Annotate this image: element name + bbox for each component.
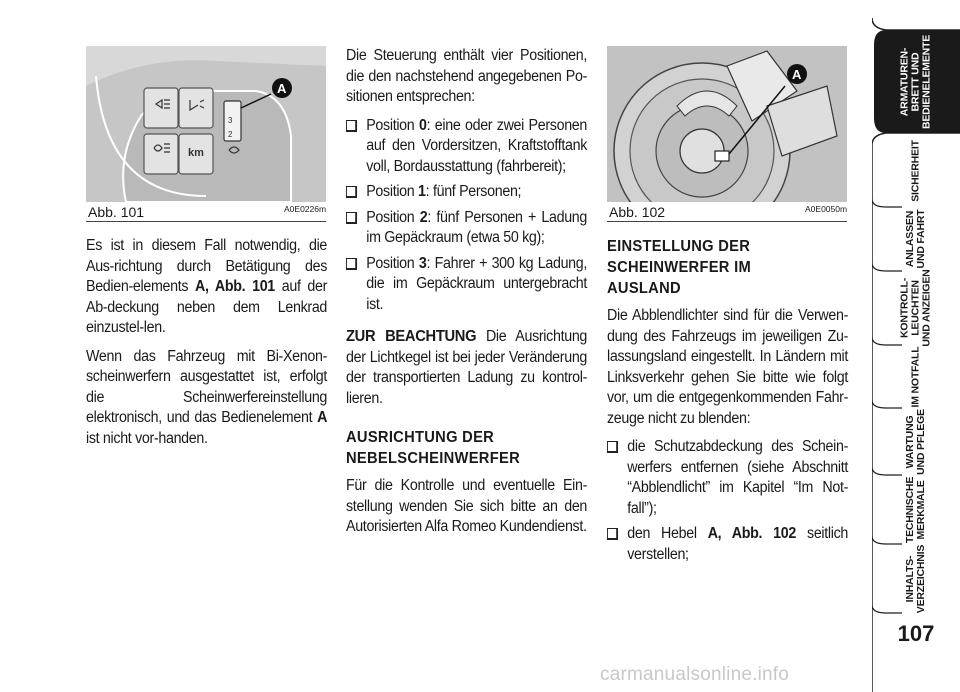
watermark: carmanualsonline.info xyxy=(600,664,790,685)
figure-code-101: A0E0226m xyxy=(284,204,327,214)
tab-kontrollleuchten[interactable]: KONTROLL- LEUCHTEN UND ANZEIGEN xyxy=(898,269,933,347)
figure-reference: A, Abb. 101 xyxy=(194,278,275,295)
adjust-lever xyxy=(715,151,729,161)
tab-technische-merkmale[interactable]: TECHNISCHE MERKMALE xyxy=(904,476,927,543)
caption-divider xyxy=(86,221,326,222)
list-item-remove-cover: die Schutzabdeckung des Schein-werfers entfernen (siehe Abschnitt “Abblendlicht” im Kapitel “Im Not-fall”); xyxy=(607,437,848,519)
paragraph-adjustment: Es ist in diesem Fall notwendig, die Aus-richtung durch Betätigung des Bedien-elements A, Abb. 101 auf der Ab-deckung neben dem Lenkrad einzustel-len. xyxy=(86,237,328,336)
checkbox-bullet-icon xyxy=(346,212,357,224)
tab-inhaltsverzeichnis[interactable]: INHALTS- VERZEICHNIS xyxy=(904,544,927,613)
callout-a-label: A xyxy=(277,81,287,96)
text-column-1 xyxy=(86,236,327,457)
paragraph-abroad: Die Abblendlichter sind für die Verwen-dung des Fahrzeugs im jeweiligen Zu-lassungsland eingestellt. In Ländern mit Linksverkehr gehen Sie bitte wie folgt vor, um die entgegenkommenden Fahr-zeuge nicht zu blenden: xyxy=(607,307,849,427)
checkbox-bullet-icon xyxy=(346,186,357,198)
caption-divider xyxy=(607,221,847,222)
checkbox-bullet-icon xyxy=(346,120,357,132)
checkbox-bullet-icon xyxy=(346,258,357,270)
headlight-leveling-wheel xyxy=(224,101,241,141)
chapter-tab-bar xyxy=(872,0,960,692)
note-label: ZUR BEACHTUNG xyxy=(346,328,477,345)
wheel-position-3: 3 xyxy=(228,116,233,125)
paragraph-fog-lights: Für die Kontrolle und eventuelle Ein-stellung wenden Sie sich bitte an den Autorisierten Alfa Romeo Kundendienst. xyxy=(346,477,588,535)
tab-wartung[interactable]: WARTUNG UND PFLEGE xyxy=(904,408,927,475)
text-column-3 xyxy=(607,236,848,570)
text-column-2 xyxy=(346,46,587,546)
list-item-position-0: Position 0: eine oder zwei Personen auf den Vordersitzen, Kraftstofftank voll, Bordausstattung (fahrbereit); xyxy=(346,116,587,178)
wheel-position-2: 2 xyxy=(228,130,233,139)
list-item-position-3: Position 3: Fahrer + 300 kg Ladung, die im Gepäckraum untergebracht ist. xyxy=(346,254,587,316)
tab-im-notfall[interactable]: IM NOTFALL xyxy=(909,346,922,407)
caption-abb-102: Abb. 102 xyxy=(609,204,666,220)
page-number: 107 xyxy=(897,621,935,646)
list-item-position-1: Position 1: fünf Personen; xyxy=(346,182,587,203)
figure-abb-102 xyxy=(607,46,847,202)
paragraph-note: ZUR BEACHTUNG Die Ausrichtung der Lichtkegel ist bei jeder Veränderung der transportierten Ladung zu kontrol-lieren. xyxy=(346,328,588,407)
headlight-rear-illustration xyxy=(607,46,847,202)
figure-code-102: A0E0050m xyxy=(805,204,848,214)
callout-a-label: A xyxy=(792,67,802,82)
heading-fog-lights: AUSRICHTUNG DER NEBELSCHEINWERFER xyxy=(346,429,520,467)
figure-abb-101 xyxy=(86,46,326,202)
dashboard-switch-panel-illustration xyxy=(86,46,326,202)
checkbox-bullet-icon xyxy=(607,528,618,540)
heading-headlights-abroad: EINSTELLUNG DER SCHEINWERFER IM AUSLAND xyxy=(607,238,751,297)
km-button-label: km xyxy=(188,147,204,159)
tab-anlassen[interactable]: ANLASSEN UND FAHRT xyxy=(904,209,927,269)
tab-sicherheit[interactable]: SICHERHEIT xyxy=(909,140,922,202)
list-item-move-lever: den Hebel A, Abb. 102 seitlich verstellen; xyxy=(607,524,848,565)
list-item-position-2: Position 2: fünf Personen + Ladung im Gepäckraum (etwa 50 kg); xyxy=(346,208,587,249)
checkbox-bullet-icon xyxy=(607,441,618,453)
caption-abb-101: Abb. 101 xyxy=(88,204,145,220)
paragraph-intro: Die Steuerung enthält vier Positionen, die den nachstehend angegebenen Po-sitionen entsprechen: xyxy=(346,47,588,105)
tab-armaturenbrett[interactable]: ARMATUREN- BRETT UND BEDIENELEMENTE xyxy=(898,34,933,129)
element-reference: A xyxy=(317,409,328,426)
paragraph-bixenon: Wenn das Fahrzeug mit Bi-Xenon-scheinwerfern ausgestattet ist, erfolgt die Scheinwerfereinstellung elektronisch, und das Bedienelement A ist nicht vor-handen. xyxy=(86,347,328,447)
